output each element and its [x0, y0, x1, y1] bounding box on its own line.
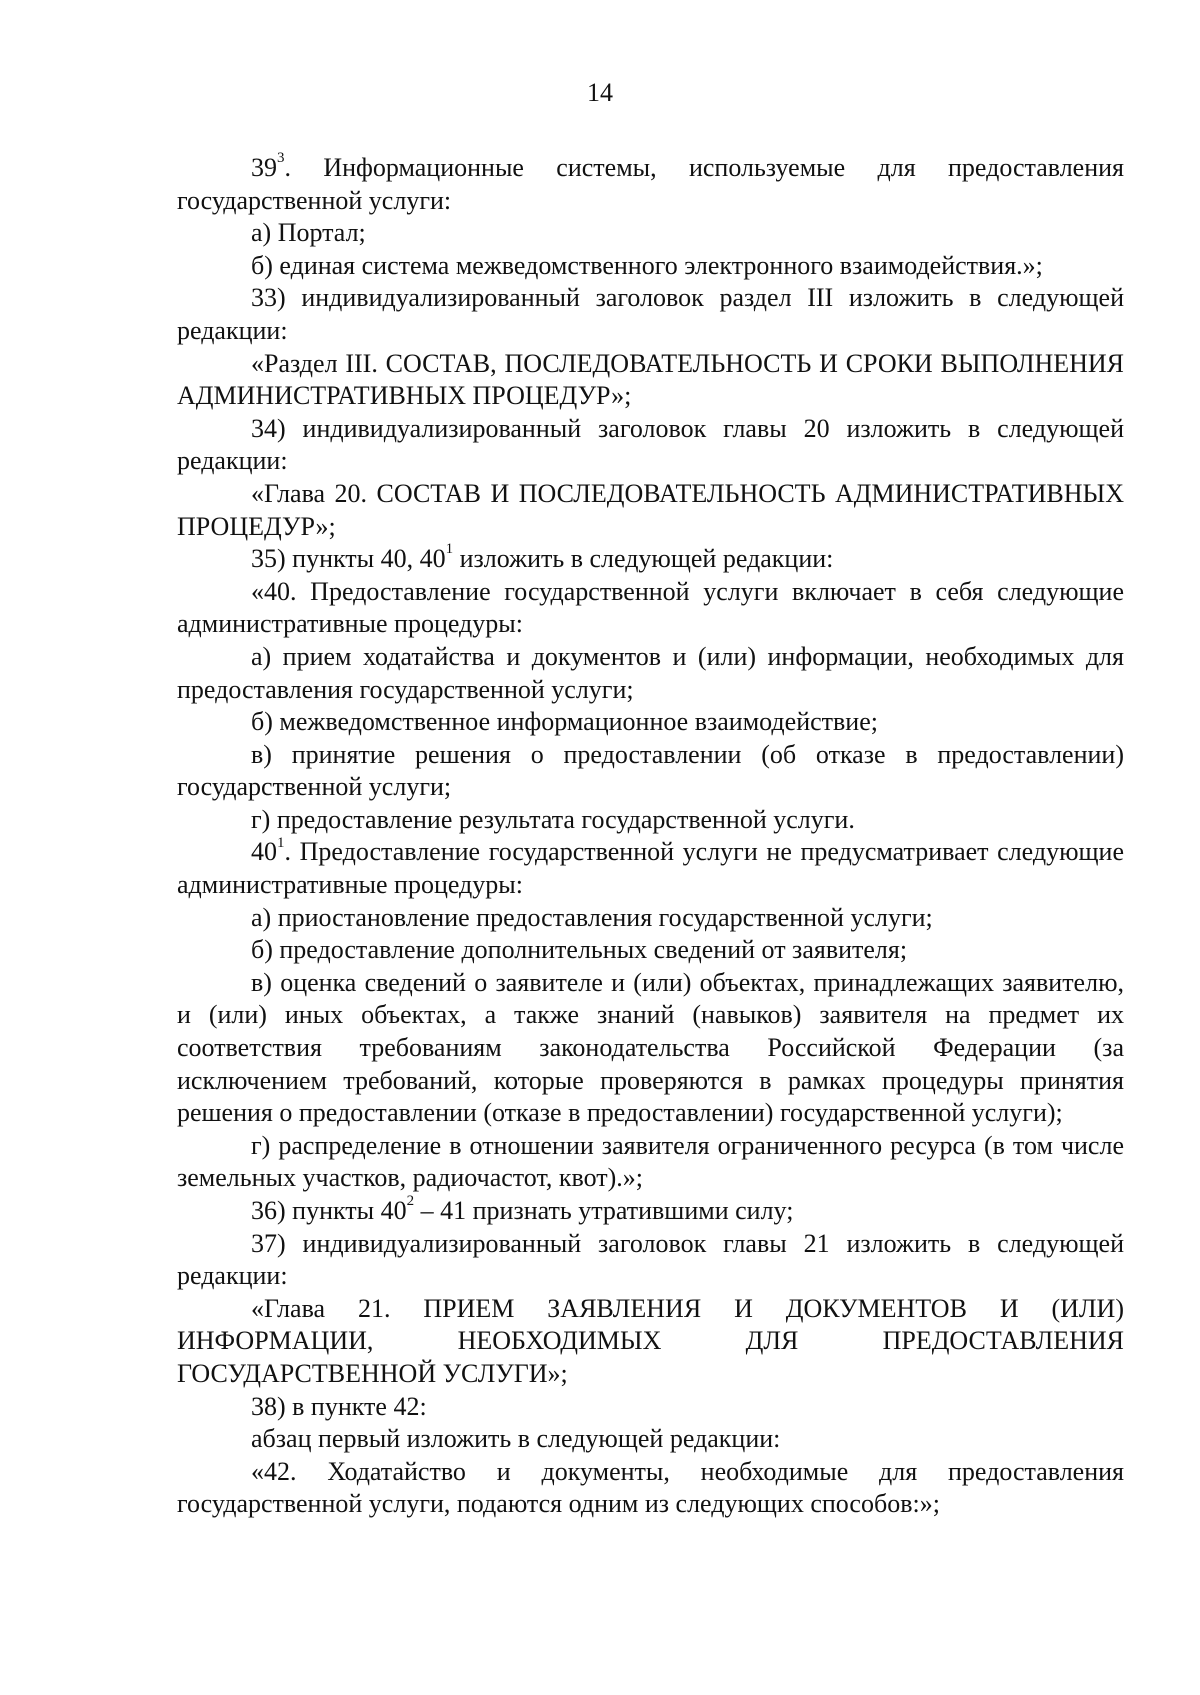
paragraph-38: 38) в пункте 42: [251, 1391, 427, 1421]
paragraph-39-3: $39^3$. Информационные системы, используемые для предоставления государственной услуги: [177, 150, 1124, 215]
paragraph-40-1-a: а) приостановление предоставления государственной услуги; [251, 902, 933, 932]
superscript: 1 [445, 541, 454, 558]
paragraph-40-v: в) принятие решения о предоставлении (об отказе в предоставлении) государственной услуги; [177, 739, 1124, 802]
paragraph-portal: а) Портал; [251, 218, 366, 248]
paragraph-36: 36) пункты $40^2 - 41$ признать утратившими силу; [251, 1193, 794, 1225]
paragraph-40-1-v: в) оценка сведений о заявителе и (или) объектах, принадлежащих заявителю, и (или) иных объектах, а также знаний (навыков) заявителя на предмет их соответствия требованиям законодательства Российской Федерации (за исключением требований, которые проверяются в рамках процедуры принятия решения о предоставлении (отказе в предоставлении) государственной услуги); [177, 967, 1124, 1128]
document-body [177, 152, 1124, 1521]
paragraph-37: 37) индивидуализированный заголовок главы 21 изложить в следующей редакции: [177, 1228, 1124, 1291]
paragraph-34: 34) индивидуализированный заголовок главы 20 изложить в следующей редакции: [177, 413, 1124, 476]
paragraph-40-1: $40^1$. Предоставление государственной услуги не предусматривает следующие административные процедуры: [177, 834, 1124, 900]
paragraph-33: 33) индивидуализированный заголовок раздел III изложить в следующей редакции: [177, 283, 1124, 345]
paragraph-smev: б) единая система межведомственного электронного взаимодействия.»; [251, 250, 1043, 280]
paragraph-35: 35) пункты 40, $40^1$ изложить в следующей редакции: [251, 541, 834, 574]
paragraph-42: «42. Ходатайство и документы, необходимые для предоставления государственной услуги, подаются одним из следующих способов:»; [177, 1456, 1124, 1519]
paragraph-section-3-title: «Раздел III. СОСТАВ, ПОСЛЕДОВАТЕЛЬНОСТЬ И СРОКИ ВЫПОЛНЕНИЯ АДМИНИСТРАТИВНЫХ ПРОЦЕДУР»; [177, 348, 1124, 411]
paragraph-40-1-g: г) распределение в отношении заявителя ограниченного ресурса (в том числе земельных участков, радиочастот, квот).»; [177, 1130, 1124, 1193]
paragraph-chapter-20-title: «Глава 20. СОСТАВ И ПОСЛЕДОВАТЕЛЬНОСТЬ АДМИНИСТРАТИВНЫХ ПРОЦЕДУР»; [177, 478, 1124, 541]
paragraph-40-1-b: б) предоставление дополнительных сведений от заявителя; [251, 935, 908, 965]
superscript: 2 [406, 1193, 415, 1210]
paragraph-38-abzac: абзац первый изложить в следующей редакции: [251, 1424, 781, 1454]
paragraph-40-g: г) предоставление результата государственной услуги. [251, 804, 855, 834]
paragraph-40-b: б) межведомственное информационное взаимодействие; [251, 707, 878, 737]
page-number: 14 [587, 78, 613, 107]
superscript: 1 [277, 834, 285, 851]
paragraph-chapter-21-title: «Глава 21. ПРИЕМ ЗАЯВЛЕНИЯ И ДОКУМЕНТОВ И (ИЛИ) ИНФОРМАЦИИ, НЕОБХОДИМЫХ ДЛЯ ПРЕДОСТАВЛЕНИЯ ГОСУДАРСТВЕННОЙ УСЛУГИ»; [177, 1293, 1124, 1388]
superscript: 3 [277, 150, 285, 167]
paragraph-40-a: а) прием ходатайства и документов и (или) информации, необходимых для предоставления государственной услуги; [177, 641, 1124, 704]
paragraph-40: «40. Предоставление государственной услуги включает в себя следующие административные процедуры: [177, 576, 1124, 639]
